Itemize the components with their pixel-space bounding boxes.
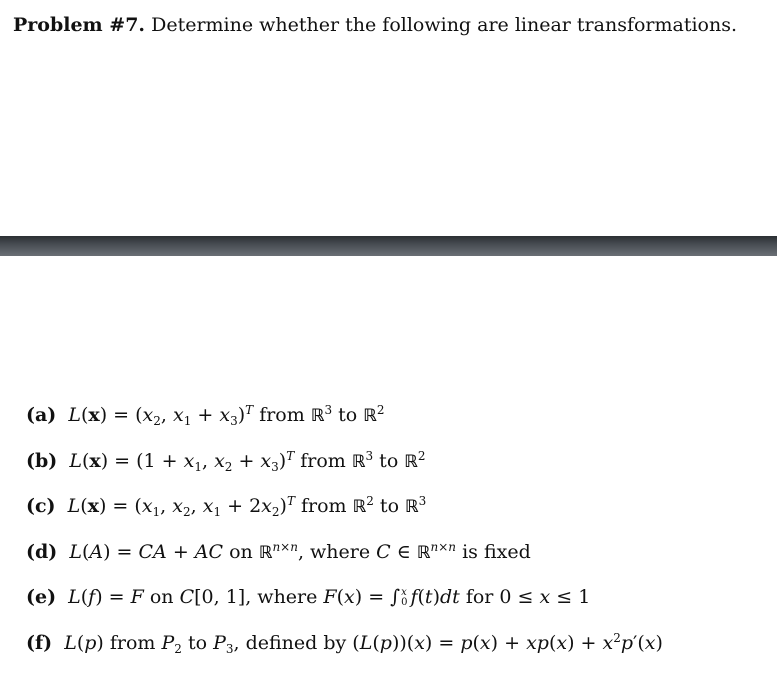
- part-statement: L(p) from $P_2$ to $P_3$, defined by $(L(p))(x) = p(x) + xp(x) + x^2p'(x)$: [64, 630, 663, 656]
- part-statement: $L(x) = (x_1$, $x_2$, $x_1 + 2x_2)^T$ from ℝ$^2$ to ℝ$^3$: [67, 494, 427, 519]
- part-label: (e): [26, 586, 57, 608]
- part-statement: $L(x) = (1 + x_1$, $x_2 + x_3)^T$ from ℝ$^3$ to ℝ$^2$: [69, 448, 426, 474]
- part-c: [26, 490, 771, 536]
- problem-instruction: Determine whether the following are linear transformations.: [151, 14, 738, 36]
- part-label: (c): [26, 495, 56, 517]
- part-label: (b): [26, 449, 58, 472]
- part-b: [26, 445, 771, 491]
- part-label: (f): [26, 631, 53, 654]
- part-statement: $L(x) = (x_2$, $x_1 + x_3)^T$ from ℝ$^3$ to ℝ$^2$: [68, 403, 385, 428]
- part-label: (a): [26, 404, 57, 426]
- problem-number: Problem #7.: [13, 14, 146, 36]
- parts-list: [26, 399, 771, 672]
- problem-header: [13, 10, 773, 40]
- part-d: [26, 536, 771, 582]
- part-e: [26, 581, 771, 627]
- part-statement: L(A) = CA + AC on ℝ$^{n\times n}$, where C ∈ ℝ$^{n\times n}$ is fixed: [69, 539, 531, 563]
- part-statement: L(f) = F on C[0, 1], where F(x) = ∫ x 0 f(t)dt for 0 ≤ x ≤ 1: [68, 586, 591, 608]
- part-a: [26, 399, 771, 445]
- part-f: [26, 627, 771, 673]
- part-label: (d): [26, 540, 58, 563]
- section-divider: [0, 236, 777, 256]
